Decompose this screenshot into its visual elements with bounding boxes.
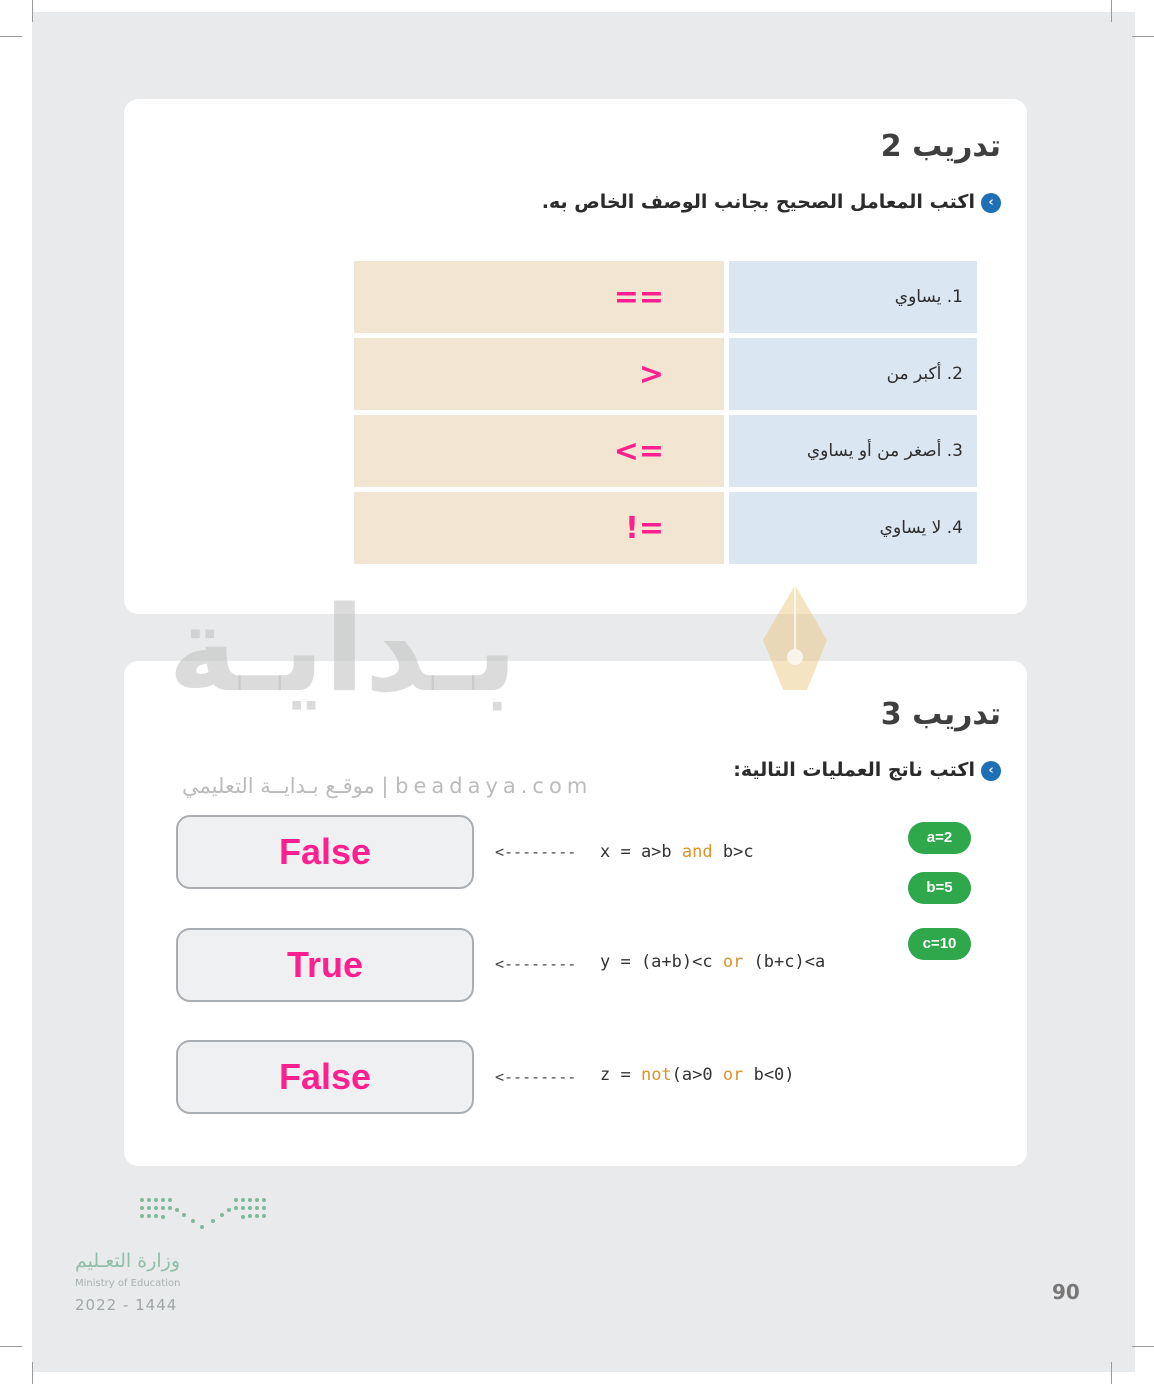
arrow: <-------- — [495, 1068, 577, 1086]
answer-cell[interactable] — [354, 415, 724, 487]
answer-text: False — [278, 1056, 372, 1097]
code-keyword: or — [722, 952, 744, 972]
chevron-left-icon: ‹ — [981, 193, 1001, 213]
crop-mark — [1132, 1346, 1154, 1347]
code-part: z = — [600, 1065, 641, 1085]
arrow: <-------- — [495, 843, 577, 861]
answer-box[interactable] — [176, 815, 474, 889]
crop-mark — [1111, 1362, 1112, 1384]
ministry-name-en: Ministry of Education — [75, 1278, 181, 1289]
description-cell: 4. لا يساوي — [729, 492, 977, 564]
chevron-left-icon: ‹ — [981, 761, 1001, 781]
ministry-logo-icon — [138, 1195, 268, 1235]
exercise-3-instruction: اكتب ناتج العمليات التالية: — [733, 759, 975, 781]
answer-box[interactable] — [176, 928, 474, 1002]
answer-cell[interactable] — [354, 338, 724, 410]
code-part: y = (a+b)<c — [600, 952, 723, 972]
answer-box[interactable] — [176, 1040, 474, 1114]
code-part: b>c — [712, 842, 754, 862]
page-number: 90 — [1052, 1280, 1080, 1304]
code-keyword: not — [640, 1065, 672, 1085]
answer-text: != — [625, 510, 664, 546]
watermark-logo: بـدايـة — [168, 580, 518, 718]
answer-text: True — [286, 944, 364, 985]
code-keyword: or — [722, 1065, 744, 1085]
answer-text: > — [638, 356, 664, 392]
code-part: (a>0 — [671, 1065, 723, 1085]
crop-mark — [0, 36, 22, 37]
expression — [600, 842, 754, 862]
ministry-name-ar: وزارة التعـليم — [75, 1250, 181, 1272]
edition-year: 2022 - 1444 — [75, 1296, 178, 1314]
variable-badge: a=2 — [908, 822, 971, 854]
watermark-tagline: موقـع بـدايــة التعليمي | beadaya.com — [182, 774, 593, 798]
variable-badge: b=5 — [908, 872, 971, 904]
answer-text: == — [613, 279, 664, 315]
pen-nib-icon — [755, 585, 835, 695]
crop-mark — [1111, 0, 1112, 22]
code-keyword: and — [681, 842, 713, 862]
description-cell: 3. أصغر من أو يساوي — [729, 415, 977, 487]
exercise-3-title: تدريب 3 — [880, 697, 1001, 732]
answer-cell[interactable] — [354, 492, 724, 564]
description-cell: 2. أكبر من — [729, 338, 977, 410]
code-part: x = a>b — [600, 842, 682, 862]
code-part: b<0) — [743, 1065, 795, 1085]
answer-text: False — [278, 831, 372, 872]
crop-mark — [32, 0, 33, 22]
answer-text: <= — [613, 433, 664, 469]
description-cell: 1. يساوي — [729, 261, 977, 333]
exercise-2-instruction: اكتب المعامل الصحيح بجانب الوصف الخاص به. — [541, 191, 975, 213]
arrow: <-------- — [495, 955, 577, 973]
expression — [600, 952, 825, 972]
crop-mark — [1132, 36, 1154, 37]
variable-badge: c=10 — [908, 928, 971, 960]
expression — [600, 1065, 795, 1085]
code-part: (b+c)<a — [743, 952, 826, 972]
crop-mark — [32, 1362, 33, 1384]
crop-mark — [0, 1346, 22, 1347]
exercise-2-title: تدريب 2 — [880, 129, 1001, 164]
answer-cell[interactable] — [354, 261, 724, 333]
